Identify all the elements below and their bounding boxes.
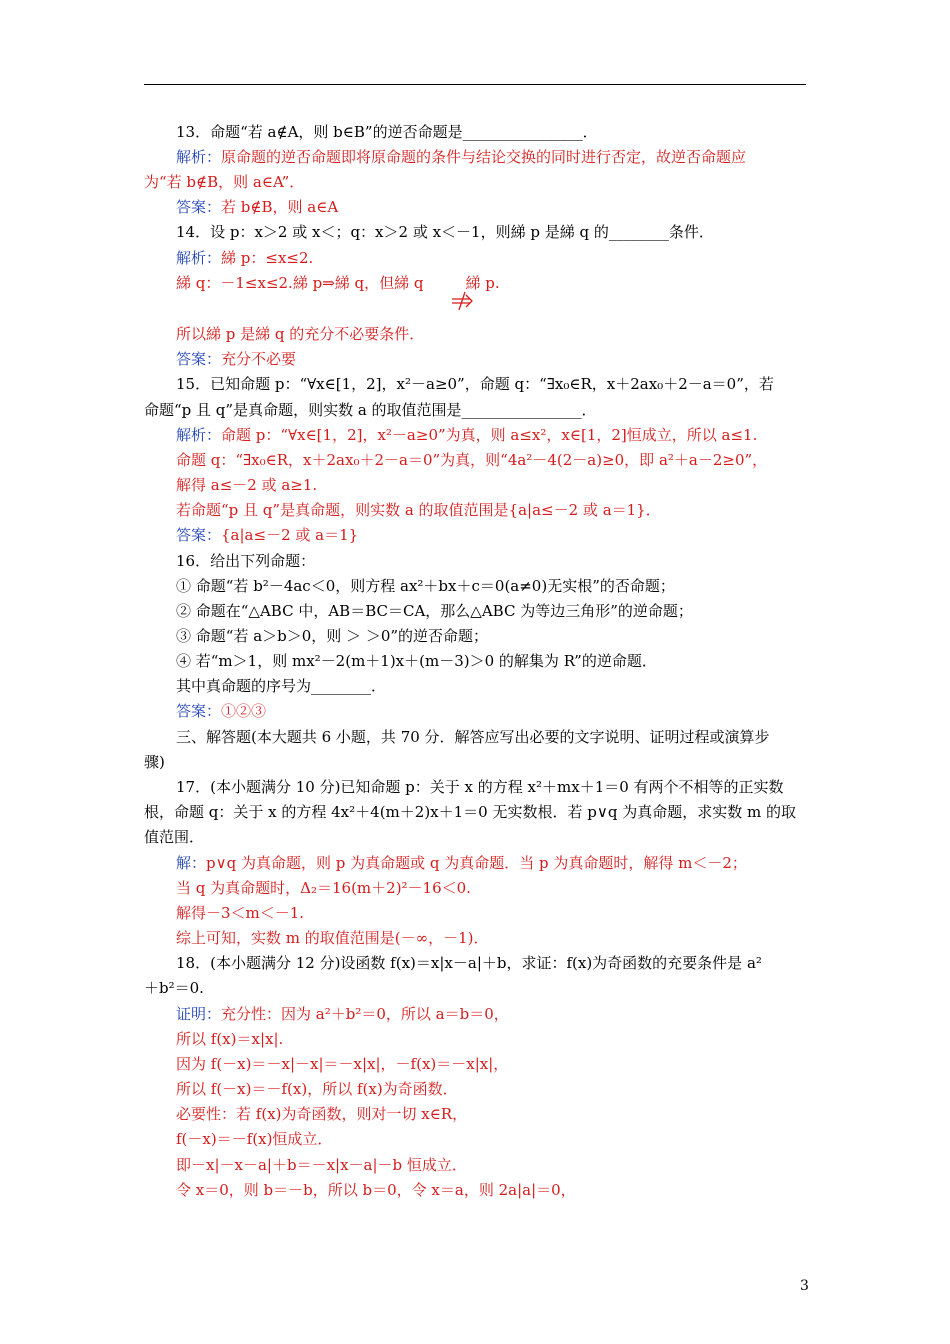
q15-question: 15．已知命题 p：“∀x∈[1，2]，x²－a≥0”，命题 q：“∃x₀∈R，x＋2ax₀＋2－a＝0”，若 [176, 375, 774, 393]
q15-analysis-line4: 若命题“p 且 q”是真命题，则实数 a 的取值范围是{a|a≤－2 或 a＝1}． [176, 501, 661, 519]
q18-question-cont: ＋b²＝0. [144, 979, 204, 997]
q17-solution [144, 854, 806, 873]
q17-question: 17．(本小题满分 10 分)已知命题 p：关于 x 的方程 x²＋mx＋1＝0 有两个不相等的正实数 [176, 778, 784, 796]
analysis-label: 解析： [176, 148, 222, 166]
q18-question: 18．(本小题满分 12 分)设函数 f(x)＝x|x－a|＋b，求证：f(x)为奇函数的充要条件是 a² [176, 954, 762, 972]
q18-proof-line7: 即－x|－x－a|＋b＝－x|x－a|－b 恒成立． [176, 1156, 467, 1174]
answer-label: 答案： [176, 526, 222, 544]
q18-proof-line6: f(－x)＝－f(x)恒成立． [176, 1130, 333, 1148]
analysis-text: 綈 p：≤x≤2. [221, 249, 314, 267]
q14-analysis [144, 249, 806, 268]
analysis-label: 解析： [176, 426, 222, 444]
solution-label: 解： [176, 854, 207, 872]
answer-label: 答案： [176, 702, 222, 720]
q14-question: 14．设 p：x＞2 或 x＜；q：x＞2 或 x＜－1，则綈 p 是綈 q 的________条件． [176, 223, 714, 241]
q16-item-4: ④ 若“m＞1，则 mx²－2(m＋1)x＋(m－3)＞0 的解集为 R”的逆命题． [176, 652, 657, 670]
page-number: 3 [800, 1278, 809, 1294]
answer-label: 答案： [176, 198, 222, 216]
q16-item-3: ③ 命题“若 a＞b＞0，则 ＞ ＞0”的逆否命题； [176, 627, 489, 645]
q16-question: 16．给出下列命题： [176, 552, 316, 570]
section-3-heading-cont: 骤) [144, 753, 165, 771]
answer-text: 若 b∉B，则 a∈A [221, 198, 339, 216]
answer-text: ①②③ [221, 702, 267, 720]
section-3-heading: 三、解答题(本大题共 6 小题，共 70 分．解答应写出必要的文字说明、证明过程或演算步 [176, 728, 770, 746]
q18-proof [144, 1005, 806, 1024]
analysis-text: 命题 p：“∀x∈[1，2]，x²－a≥0”为真，则 a≤x²，x∈[1，2]恒成立，所以 a≤1. [221, 426, 758, 444]
header-rule [144, 84, 806, 85]
q13-analysis [144, 148, 806, 167]
q18-proof-line5: 必要性：若 f(x)为奇函数，则对一切 x∈R， [176, 1105, 468, 1123]
q16-item-1: ① 命题“若 b²－4ac＜0，则方程 ax²＋bx＋c＝0(a≠0)无实根”的否命题； [176, 577, 675, 595]
q16-answer [144, 702, 806, 721]
solution-text: p∨q 为真命题，则 p 为真命题或 q 为真命题．当 p 为真命题时，解得 m＜－2； [206, 854, 747, 872]
answer-label: 答案： [176, 350, 222, 368]
q17-question-cont: 根，命题 q：关于 x 的方程 4x²＋4(m＋2)x＋1＝0 无实数根．若 p∨q 为真命题，求实数 m 的取 [144, 803, 796, 821]
q17-solution-line3: 解得－3＜m＜－1. [176, 904, 305, 922]
analysis-text-a: 綈 q：－1≤x≤2.綈 p⇒綈 q，但綈 q [176, 274, 424, 292]
q16-ask: 其中真命题的序号为________． [176, 677, 387, 695]
proof-label: 证明： [176, 1005, 222, 1023]
proof-text: 充分性：因为 a²＋b²＝0，所以 a＝b＝0， [221, 1005, 509, 1023]
q15-analysis-line3: 解得 a≤－2 或 a≥1. [176, 476, 318, 494]
answer-text: 充分不必要 [221, 350, 297, 368]
q18-proof-line2: 所以 f(x)＝x|x|. [176, 1030, 284, 1048]
analysis-text-b: 綈 p. [465, 274, 500, 292]
q17-solution-line2: 当 q 为真命题时，Δ₂＝16(m＋2)²－16＜0. [176, 879, 471, 897]
q15-analysis [144, 426, 806, 445]
q15-question-cont: 命题“p 且 q”是真命题，则实数 a 的取值范围是________________． [144, 401, 597, 419]
analysis-text: 原命题的逆否命题即将原命题的条件与结论交换的同时进行否定，故逆否命题应 [221, 148, 747, 166]
q13-answer [144, 198, 806, 217]
q15-analysis-line2: 命题 q：“∃x₀∈R，x＋2ax₀＋2－a＝0”为真，则“4a²－4(2－a)≥0，即 a²＋a－2≥0”， [176, 451, 768, 469]
not-implies-icon [450, 289, 476, 313]
analysis-label: 解析： [176, 249, 222, 267]
q17-question-cont2: 值范围． [144, 828, 205, 846]
q18-proof-line8: 令 x＝0，则 b＝－b，所以 b＝0，令 x＝a，则 2a|a|＝0， [176, 1181, 576, 1199]
q13-question: 13．命题“若 a∉A，则 b∈B”的逆否命题是________________． [176, 123, 598, 141]
q13-analysis-cont: 为“若 b∉B，则 a∈A”． [144, 173, 305, 191]
answer-text: {a|a≤－2 或 a＝1} [221, 526, 359, 544]
q15-answer [144, 526, 806, 545]
q16-item-2: ② 命题在“△ABC 中，AB＝BC＝CA，那么△ABC 为等边三角形”的逆命题； [176, 602, 693, 620]
q18-proof-line4: 所以 f(－x)＝－f(x)，所以 f(x)为奇函数． [176, 1080, 458, 1098]
q17-solution-line4: 综上可知，实数 m 的取值范围是(－∞，－1)． [176, 929, 489, 947]
q18-proof-line3: 因为 f(－x)＝－x|－x|＝－x|x|，－f(x)＝－x|x|， [176, 1055, 509, 1073]
q14-answer [144, 350, 806, 369]
q14-analysis-line3: 所以綈 p 是綈 q 的充分不必要条件． [176, 325, 425, 343]
